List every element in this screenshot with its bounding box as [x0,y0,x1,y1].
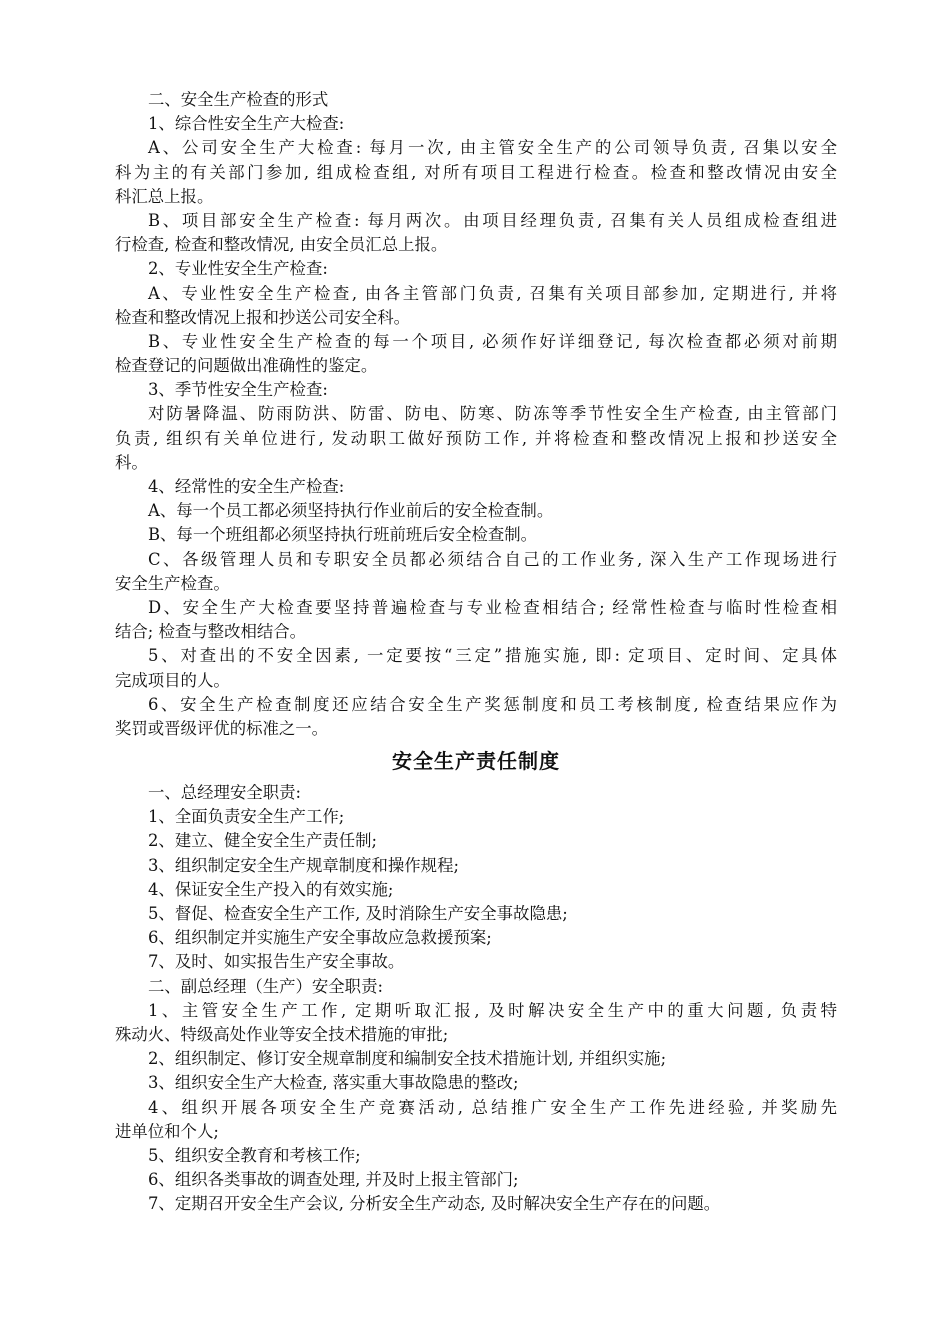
paragraph-line: 6、安全生产检查制度还应结合安全生产奖惩制度和员工考核制度, 检查结果应作为 [148,694,837,714]
paragraph-line: B、项目部安全生产检查: 每月两次。由项目经理负责, 召集有关人员组成检查组进 [148,210,837,230]
section-heading: 二、安全生产检查的形式 [148,90,329,109]
paragraph-line: 检查和整改情况上报和抄送公司安全科。 [115,307,411,327]
paragraph-line: B、专业性安全生产检查的每一个项目, 必须作好详细登记, 每次检查都必须对前期 [148,331,837,351]
paragraph-line: 科汇总上报。 [115,186,214,206]
paragraph-line: 安全生产检查。 [115,573,230,593]
list-item: 殊动火、特级高处作业等安全技术措施的审批; [115,1024,449,1044]
paragraph-line: 对防暑降温、防雨防洪、防雷、防电、防寒、防冻等季节性安全生产检查, 由主管部门 [148,404,837,424]
list-item: 1、全面负责安全生产工作; [148,807,345,827]
list-item: 7、定期召开安全生产会议, 分析安全生产动态, 及时解决安全生产存在的问题。 [148,1194,721,1214]
list-item: 7、及时、如实报告生产安全事故。 [148,952,405,972]
paragraph-line: 检查登记的问题做出准确性的鉴定。 [115,356,378,376]
paragraph-line: A、公司安全生产大检查: 每月一次, 由主管安全生产的公司领导负责, 召集以安全 [148,138,837,158]
subsection-title: 2、专业性安全生产检查: [148,259,328,279]
paragraph-line: A、每一个员工都必须坚持执行作业前后的安全检查制。 [148,501,554,521]
subsection-title: 1、综合性安全生产大检查: [148,114,345,134]
paragraph-line: 完成项目的人。 [115,670,230,690]
list-item: 5、督促、检查安全生产工作, 及时消除生产安全事故隐患; [148,904,568,923]
paragraph-line: C、各级管理人员和专职安全员都必须结合自己的工作业务, 深入生产工作现场进行 [148,549,837,569]
list-item: 3、组织安全生产大检查, 落实重大事故隐患的整改; [148,1073,519,1093]
paragraph-line: 科为主的有关部门参加, 组成检查组, 对所有项目工程进行检查。检查和整改情况由安全 [115,162,837,182]
paragraph-line: 行检查, 检查和整改情况, 由安全员汇总上报。 [115,235,448,255]
list-item: 2、建立、健全安全生产责任制; [148,831,378,851]
section-heading: 一、总经理安全职责: [148,783,302,803]
list-item: 3、组织制定安全生产规章制度和操作规程; [148,855,459,875]
paragraph-line: B、每一个班组都必须坚持执行班前班后安全检查制。 [148,525,538,545]
paragraph-line: A、专业性安全生产检查, 由各主管部门负责, 召集有关项目部参加, 定期进行, 并将 [148,283,837,303]
paragraph-line: 科。 [115,452,148,472]
list-item: 1、主管安全生产工作, 定期听取汇报, 及时解决安全生产中的重大问题, 负责特 [148,1000,837,1020]
list-item: 2、组织制定、修订安全规章制度和编制安全技术措施计划, 并组织实施; [148,1049,667,1069]
list-item: 进单位和个人; [115,1121,219,1141]
document-page [115,88,837,1216]
list-item: 4、保证安全生产投入的有效实施; [148,879,394,899]
list-item: 4、组织开展各项安全生产竞赛活动, 总结推广安全生产工作先进经验, 并奖励先 [148,1097,837,1117]
responsibility-section [115,781,837,1216]
inspection-forms-section [115,88,837,741]
list-item: 6、组织制定并实施生产安全事故应急救援预案; [148,928,492,948]
list-item: 6、组织各类事故的调查处理, 并及时上报主管部门; [148,1170,519,1190]
section-heading: 二、副总经理（生产）安全职责: [148,976,383,996]
subsection-title: 4、经常性的安全生产检查: [148,477,345,496]
list-item: 5、组织安全教育和考核工作; [148,1145,361,1165]
paragraph-line: 负责, 组织有关单位进行, 发动职工做好预防工作, 并将检查和整改情况上报和抄送安全 [115,428,837,448]
paragraph-line: 奖罚或晋级评优的标准之一。 [115,718,329,738]
subsection-title: 3、季节性安全生产检查: [148,380,328,400]
paragraph-line: D、安全生产大检查要坚持普遍检查与专业检查相结合; 经常性检查与临时性检查相 [148,597,837,617]
paragraph-line: 5、对查出的不安全因素, 一定要按“三定”措施实施, 即: 定项目、定时间、定具体 [148,646,837,666]
paragraph-line: 结合; 检查与整改相结合。 [115,622,307,642]
document-title: 安全生产责任制度 [392,749,560,774]
